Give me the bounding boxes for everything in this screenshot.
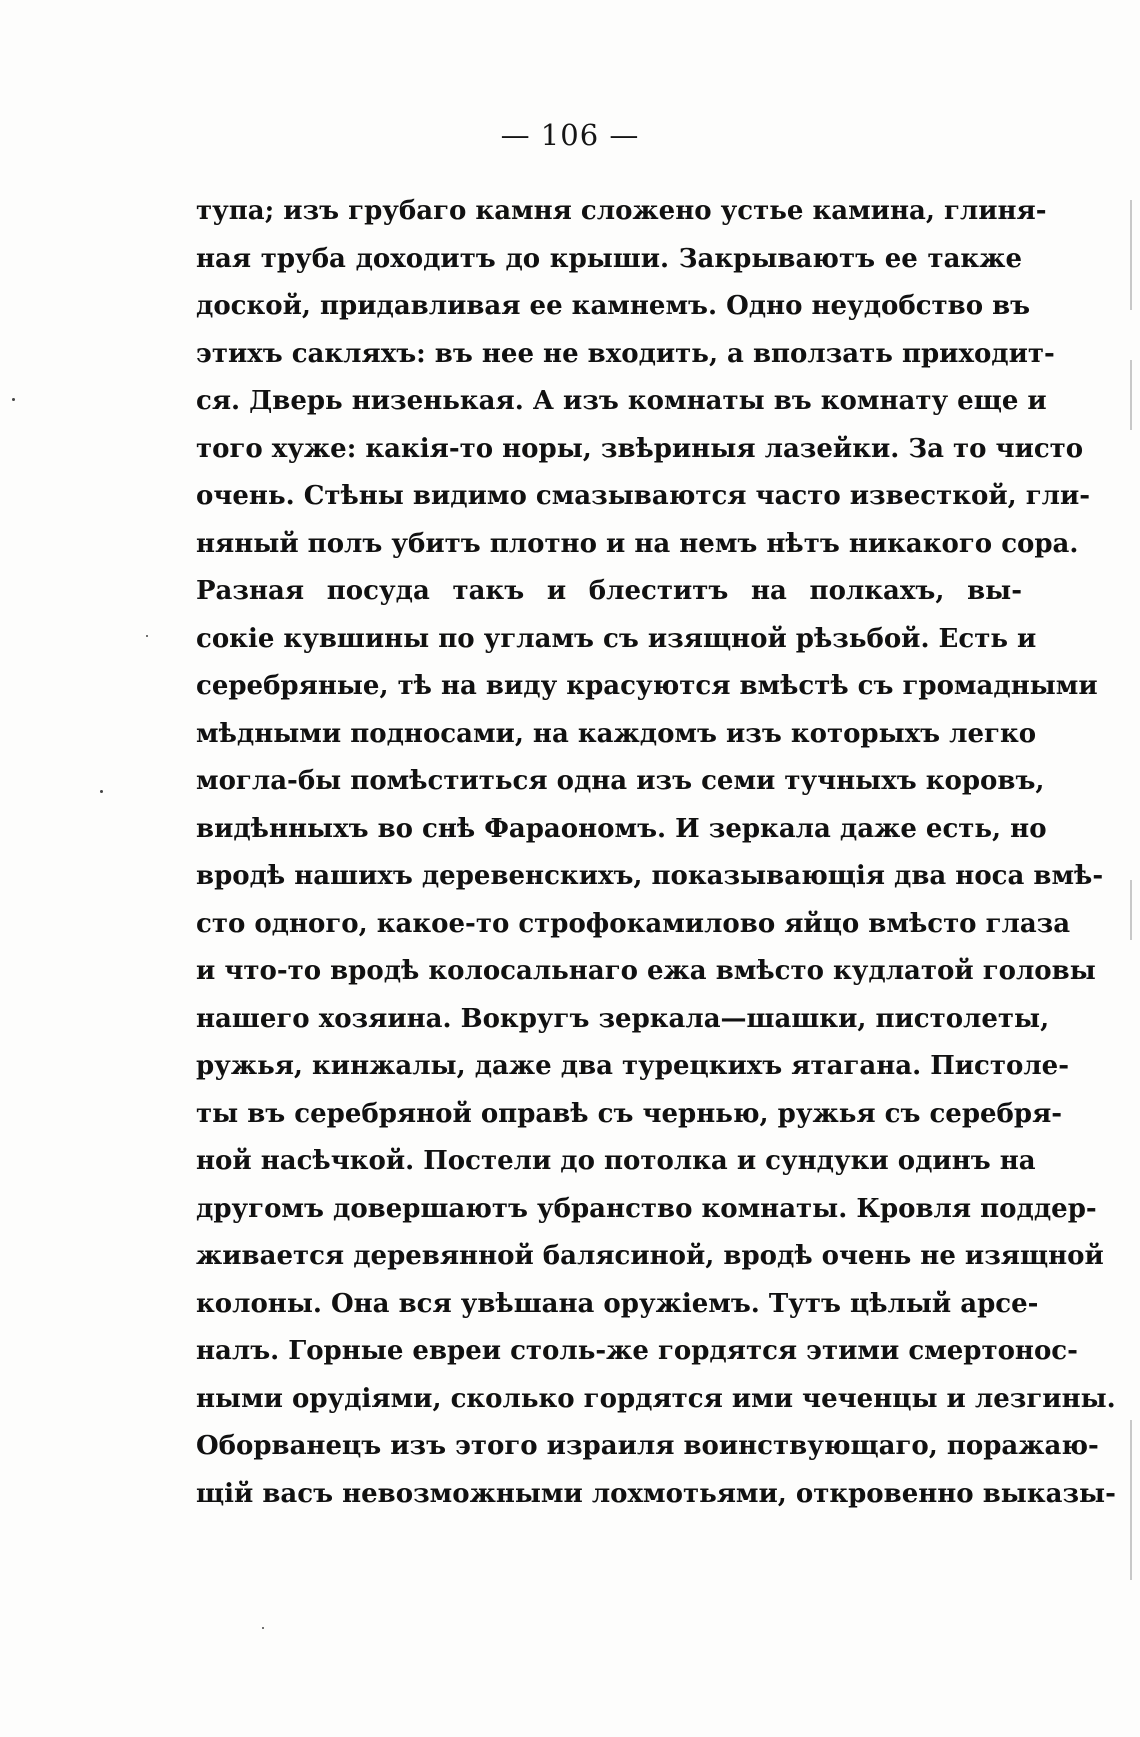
text-line: живается деревянной балясиной, вродѣ очень не изящной	[196, 1241, 1104, 1271]
text-line: няный полъ убитъ плотно и на немъ нѣтъ никакого сора.	[196, 528, 1079, 559]
text-line: сто одного, какое-то строфокамилово яйцо вмѣсто глаза	[196, 908, 1071, 939]
text-line: налъ. Горные евреи столь-же гордятся этими смертонос-	[196, 1336, 1078, 1366]
scan-speck	[12, 398, 15, 401]
text-line: ты въ серебряной оправѣ съ чернью, ружья съ серебря-	[196, 1098, 1063, 1129]
text-line: ной насѣчкой. Постели до потолка и сундуки одинъ на	[196, 1146, 1036, 1176]
text-line: того хуже: какія-то норы, звѣриныя лазейки. За то чисто	[196, 433, 1084, 464]
text-line: колоны. Она вся увѣшана оружіемъ. Тутъ цѣлый арсе-	[196, 1288, 1039, 1319]
text-line: нашего хозяина. Вокругъ зеркала—шашки, пистолеты,	[196, 1003, 1050, 1034]
scan-edge-shadow	[1130, 880, 1132, 940]
text-line: очень. Стѣны видимо смазываются часто известкой, гли-	[196, 481, 1091, 511]
scan-edge-shadow	[1130, 360, 1132, 430]
scan-edge-shadow	[1130, 1420, 1132, 1580]
text-line: и что-то вродѣ колосальнаго ежа вмѣсто кудлатой головы	[196, 956, 1096, 986]
body-text	[196, 188, 1116, 1518]
text-line: могла-бы помѣститься одна изъ семи тучныхъ коровъ,	[196, 766, 1045, 796]
text-line: ружья, кинжалы, даже два турецкихъ ятагана. Пистоле-	[196, 1051, 1069, 1081]
text-line: видѣнныхъ во снѣ Фараономъ. И зеркала даже есть, но	[196, 813, 1047, 844]
text-line: ными орудіями, сколько гордятся ими чеченцы и лезгины.	[196, 1383, 1116, 1414]
scan-speck	[146, 635, 148, 637]
text-line: Оборванецъ изъ этого израиля воинствующаго, поражаю-	[196, 1431, 1099, 1461]
text-line: другомъ довершаютъ убранство комнаты. Кровля поддер-	[196, 1193, 1097, 1224]
scan-speck	[100, 790, 103, 793]
text-line: серебряные, тѣ на виду красуются вмѣстѣ съ громадными	[196, 671, 1098, 701]
text-line: Разная посуда такъ и блеститъ на полкахъ, вы-	[196, 576, 1022, 606]
text-line: щій васъ невозможными лохмотьями, откровенно выказы-	[196, 1478, 1116, 1509]
text-line: доской, придавливая ее камнемъ. Одно неудобство въ	[196, 291, 1031, 321]
text-line: этихъ сакляхъ: въ нее не входить, а вползать приходит-	[196, 338, 1055, 369]
text-line: мѣдными подносами, на каждомъ изъ которыхъ легко	[196, 718, 1037, 749]
scan-speck	[262, 1627, 264, 1629]
text-line: сокіе кувшины по угламъ съ изящной рѣзьбой. Есть и	[196, 623, 1037, 654]
scan-edge-shadow	[1130, 200, 1132, 310]
text-line: тупа; изъ грубаго камня сложено устье камина, глиня-	[196, 196, 1047, 226]
text-line: ся. Дверь низенькая. А изъ комнаты въ комнату еще и	[196, 386, 1047, 416]
text-line: ная труба доходитъ до крыши. Закрываютъ ее также	[196, 243, 1022, 274]
text-line: вродѣ нашихъ деревенскихъ, показывающія два носа вмѣ-	[196, 861, 1104, 891]
page-number: — 106 —	[500, 118, 640, 152]
